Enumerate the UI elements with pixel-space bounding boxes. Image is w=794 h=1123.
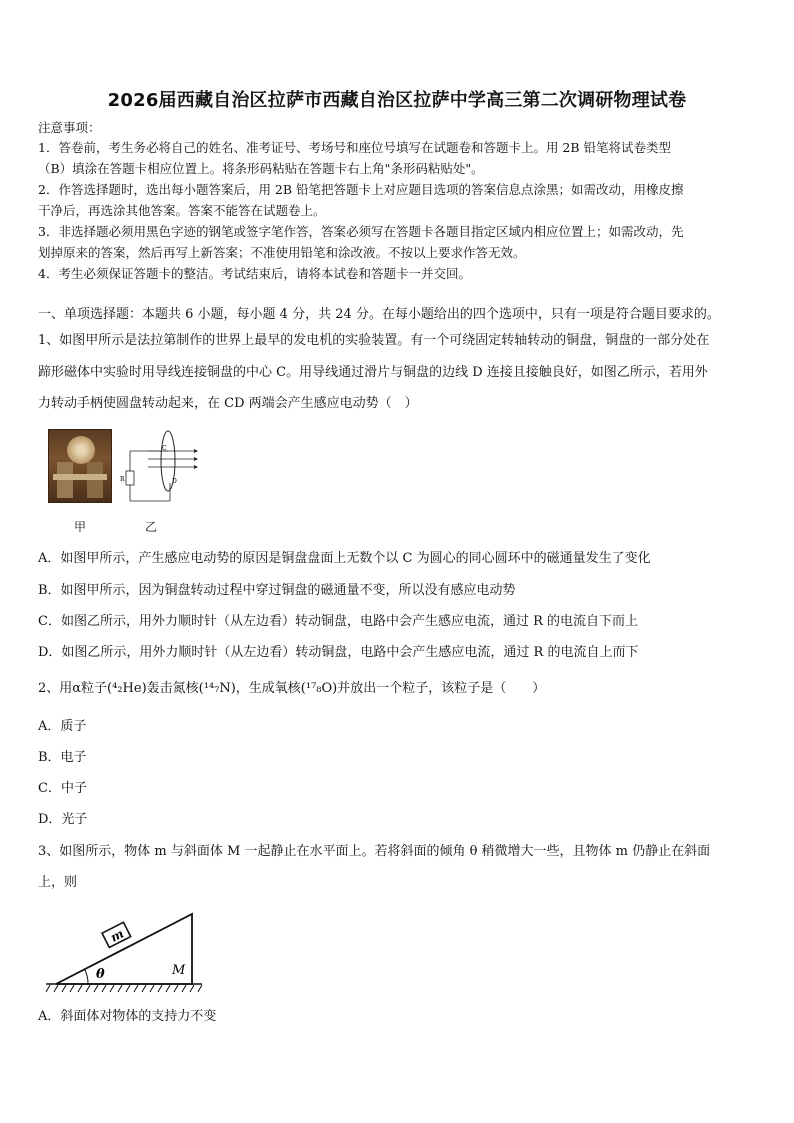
label-big-m: M xyxy=(172,963,186,978)
figure-label-jia: 甲 xyxy=(74,520,87,534)
question-3-option-a: A．斜面体对物体的支持力不变 xyxy=(38,1009,217,1024)
question-2-option-c: C．中子 xyxy=(38,781,87,796)
question-1-option-c: C．如图乙所示，用外力顺时针（从左边看）转动铜盘，电路中会产生感应电流，通过 R 的电流自下而上 xyxy=(38,614,639,629)
notes-heading: 注意事项： xyxy=(38,120,101,135)
question-2-option-b: B．电子 xyxy=(38,750,87,765)
label-c: C xyxy=(162,445,167,452)
question-2-stem: 2、用α粒子(⁴₂He)轰击氮核(¹⁴₇N)，生成氧核(¹⁷₈O)并放出一个粒子，该粒子是（ ） xyxy=(38,681,546,696)
figure-label-yi: 乙 xyxy=(145,520,158,534)
question-1-line: 蹄形磁体中实验时用导线连接铜盘的中心 C。用导线通过滑片与铜盘的边线 D 连接且接触良好，如图乙所示，若用外 xyxy=(38,365,708,380)
notes-line: 干净后，再选涂其他答案。答案不能答在试题卷上。 xyxy=(38,203,326,218)
notes-line: 2．作答选择题时，选出每小题答案后，用 2B 铅笔把答题卡上对应题目选项的答案信息点涂黑；如需改动，用橡皮擦 xyxy=(38,182,684,197)
label-theta: θ xyxy=(96,967,105,982)
question-1-option-b: B．如图甲所示，因为铜盘转动过程中穿过铜盘的磁通量不变，所以没有感应电动势 xyxy=(38,583,516,598)
exam-title: 2026届西藏自治区拉萨市西藏自治区拉萨中学高三第二次调研物理试卷 xyxy=(107,90,687,111)
question-2-option-d: D．光子 xyxy=(38,812,88,827)
label-m: m xyxy=(108,926,126,945)
question-1-line: 1、如图甲所示是法拉第制作的世界上最早的发电机的实验装置。有一个可绕固定转轴转动的铜盘，铜盘的一部分处在 xyxy=(38,333,710,348)
notes-line: （B）填涂在答题卡相应位置上。将条形码粘贴在答题卡右上角"条形码粘贴处"。 xyxy=(38,161,484,176)
question-2-option-a: A．质子 xyxy=(38,719,87,734)
incline-diagram xyxy=(42,908,208,994)
notes-line: 1．答卷前，考生务必将自己的姓名、准考证号、考场号和座位号填写在试题卷和答题卡上。用 2B 铅笔将试卷类型 xyxy=(38,140,672,155)
section-heading: 一、单项选择题：本题共 6 小题，每小题 4 分，共 24 分。在每小题给出的四个选项中，只有一项是符合题目要求的。 xyxy=(38,307,720,322)
question-1-line: 力转动手柄使圆盘转动起来，在 CD 两端会产生感应电动势（ ） xyxy=(38,396,418,411)
generator-photo xyxy=(48,429,112,503)
notes-line: 3．非选择题必须用黑色字迹的钢笔或签字笔作答，答案必须写在答题卡各题目指定区域内相应位置上；如需改动，先 xyxy=(38,224,684,239)
question-1-option-a: A．如图甲所示，产生感应电动势的原因是铜盘盘面上无数个以 C 为圆心的同心圆环中的磁通量发生了变化 xyxy=(38,551,651,566)
label-r: R xyxy=(120,476,125,483)
notes-line: 划掉原来的答案，然后再写上新答案；不准使用铅笔和涂改液。不按以上要求作答无效。 xyxy=(38,245,526,260)
circuit-diagram xyxy=(118,427,198,509)
question-3-line: 上，则 xyxy=(38,875,78,890)
question-3-line: 3、如图所示，物体 m 与斜面体 M 一起静止在水平面上。若将斜面的倾角 θ 稍微增大一些，且物体 m 仍静止在斜面 xyxy=(38,844,711,859)
label-d: D xyxy=(172,478,177,485)
notes-line: 4．考生必须保证答题卡的整洁。考试结束后，请将本试卷和答题卡一并交回。 xyxy=(38,266,471,281)
question-1-option-d: D．如图乙所示，用外力顺时针（从左边看）转动铜盘，电路中会产生感应电流，通过 R 的电流自上而下 xyxy=(38,645,639,660)
